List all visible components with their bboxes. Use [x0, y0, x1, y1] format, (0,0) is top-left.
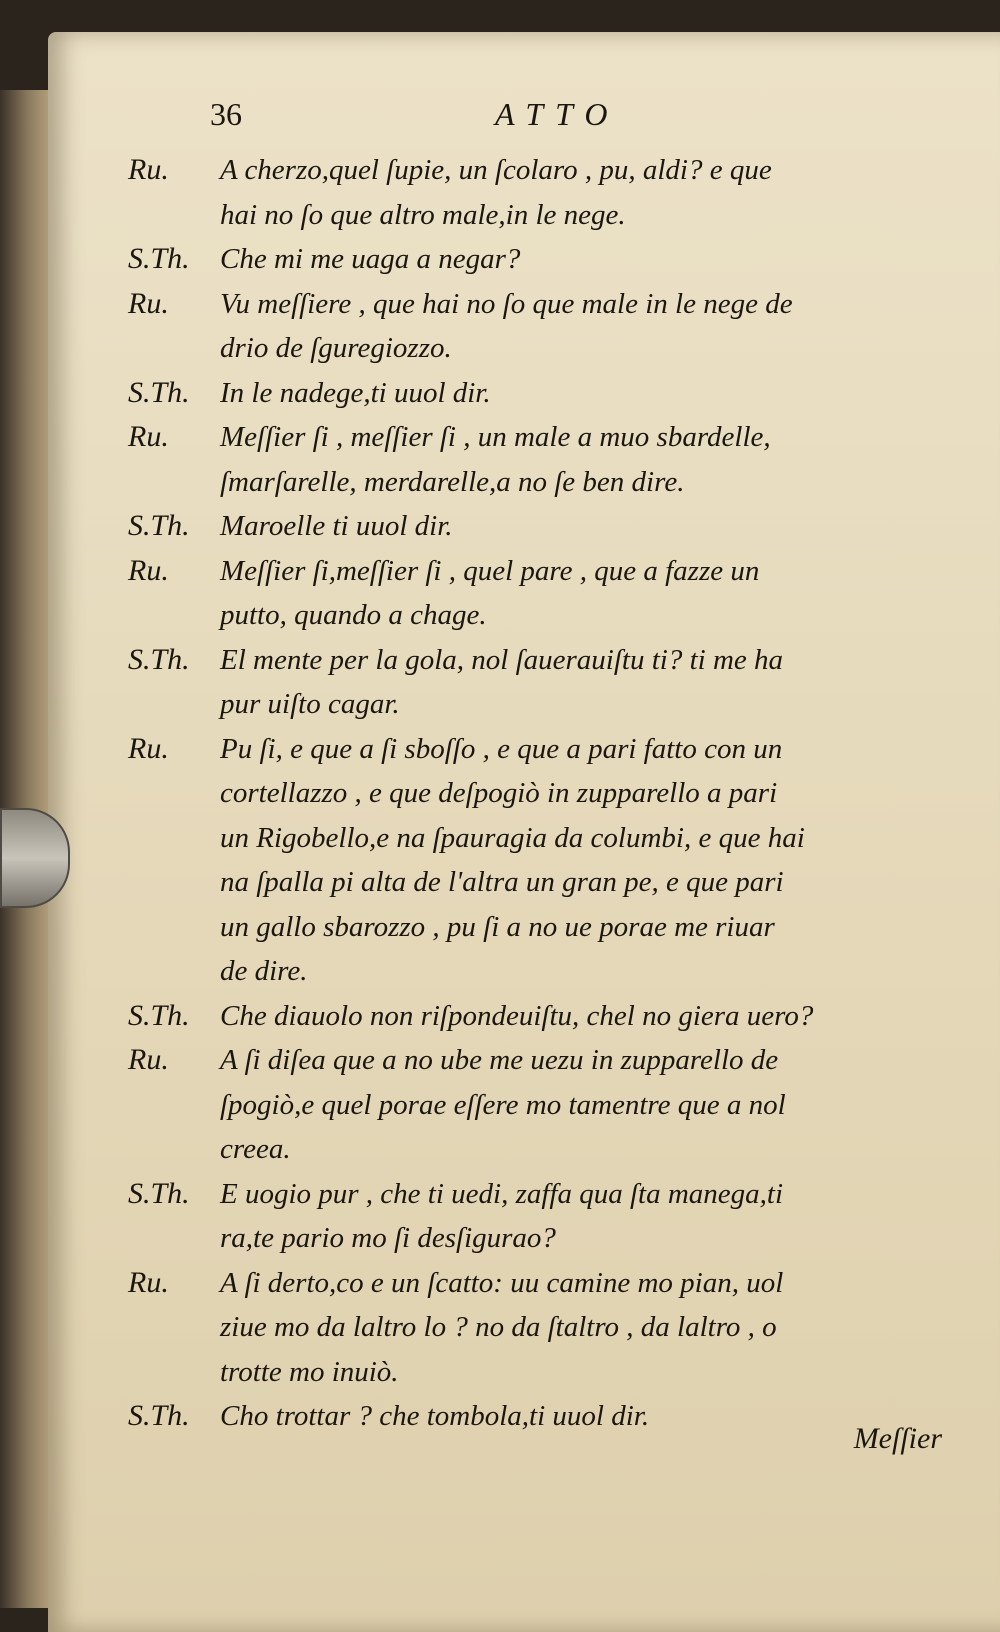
text-line: E uogio pur , che ti uedi, zaffa qua ſta manega,ti	[220, 1177, 784, 1210]
speech-block	[128, 1038, 958, 1172]
text-line: cortellazzo , e que deſpogiò in zupparello a pari	[220, 777, 778, 809]
speech-block	[128, 1172, 958, 1261]
speech-text	[220, 237, 958, 282]
dialogue-text	[128, 148, 958, 1439]
text-line: de dire.	[220, 955, 308, 987]
text-line: Meſſier ſi , meſſier ſi , un male a muo sbardelle,	[220, 421, 771, 453]
speech-text	[220, 148, 958, 237]
text-line: putto, quando a chage.	[220, 599, 487, 631]
speech-text	[220, 638, 958, 727]
running-title: ATTO	[495, 96, 620, 132]
speaker-label: S.Th.	[128, 1176, 190, 1210]
text-line: pur uiſto cagar.	[220, 688, 400, 720]
text-line: A ſi diſea que a no ube me uezu in zupparello de	[220, 1044, 779, 1076]
speaker-label: S.Th.	[128, 242, 190, 275]
speech-text	[220, 727, 958, 994]
speech-text	[220, 282, 958, 371]
speech-block	[128, 1394, 958, 1439]
speech-text	[220, 994, 958, 1039]
catchword: Meſſier	[853, 1422, 942, 1455]
text-line: Pu ſi, e que a ſi sboſſo , e que a pari fatto con un	[220, 732, 783, 765]
speech-block	[128, 727, 958, 994]
speech-block	[128, 148, 958, 237]
speech-text	[220, 1261, 958, 1395]
speech-block	[128, 1261, 958, 1395]
speaker-label: S.Th.	[128, 1399, 190, 1432]
speaker-label: S.Th.	[128, 509, 190, 542]
speaker-label: Ru.	[128, 420, 169, 453]
speech-block	[128, 504, 958, 549]
speech-text	[220, 1172, 958, 1261]
text-line: un gallo sbarozzo , pu ſi a no ue porae me riuar	[220, 910, 775, 943]
speech-text	[220, 415, 958, 504]
text-line: Meſſier ſi,meſſier ſi , quel pare , que a fazze un	[220, 554, 760, 587]
text-line: ra,te pario mo ſi desſigurao?	[220, 1222, 556, 1254]
speaker-label: Ru.	[128, 1043, 169, 1076]
text-line: Che diauolo non riſpondeuiſtu, chel no giera uero?	[220, 999, 814, 1032]
speech-block	[128, 415, 958, 504]
speech-block	[128, 282, 958, 371]
text-line: un Rigobello,e na ſpauragia da columbi, e que hai	[220, 821, 805, 854]
running-head	[210, 96, 970, 146]
text-line: hai no ſo que altro male,in le nege.	[220, 198, 626, 231]
text-line: Vu meſſiere , que hai no ſo que male in le nege de	[220, 287, 793, 320]
text-line: ziue mo da laltro lo ? no da ſtaltro , da laltro , o	[220, 1311, 777, 1343]
text-line: A ſi derto,co e un ſcatto: uu camine mo pian, uol	[220, 1266, 784, 1299]
speech-text	[220, 549, 958, 638]
text-line: drio de ſguregiozzo.	[220, 332, 452, 364]
speech-text	[220, 1394, 958, 1439]
speaker-label: S.Th.	[128, 642, 190, 676]
text-line: A cherzo,quel ſupie, un ſcolaro , pu, aldi? e que	[220, 154, 772, 186]
text-line: ſpogiò,e quel porae eſſere mo tamentre que a nol	[220, 1088, 786, 1121]
text-line: Cho trottar ? che tombola,ti uuol dir.	[220, 1400, 650, 1432]
text-line: Maroelle ti uuol dir.	[220, 510, 453, 542]
text-line: El mente per la gola, nol ſauerauiſtu ti? ti me ha	[220, 643, 784, 676]
speech-text	[220, 1038, 958, 1172]
speech-text	[220, 371, 958, 416]
speech-block	[128, 994, 958, 1039]
speaker-label: S.Th.	[128, 998, 190, 1032]
speech-block	[128, 237, 958, 282]
speech-block	[128, 638, 958, 727]
speech-text	[220, 504, 958, 549]
text-line: trotte mo inuiò.	[220, 1355, 399, 1388]
text-line: creea.	[220, 1133, 291, 1165]
text-line: na ſpalla pi alta de l'altra un gran pe, e que pari	[220, 866, 784, 898]
speaker-label: Ru.	[128, 553, 169, 587]
page-number: 36	[210, 96, 242, 132]
speaker-label: Ru.	[128, 286, 169, 320]
speaker-label: S.Th.	[128, 375, 190, 409]
speaker-label: Ru.	[128, 731, 169, 765]
text-line: ſmarſarelle, merdarelle,a no ſe ben dire.	[220, 465, 685, 498]
text-line: Che mi me uaga a negar?	[220, 243, 521, 275]
speech-block	[128, 371, 958, 416]
text-line: In le nadege,ti uuol dir.	[220, 376, 491, 409]
speaker-label: Ru.	[128, 153, 169, 186]
speaker-label: Ru.	[128, 1265, 169, 1299]
speech-block	[128, 549, 958, 638]
